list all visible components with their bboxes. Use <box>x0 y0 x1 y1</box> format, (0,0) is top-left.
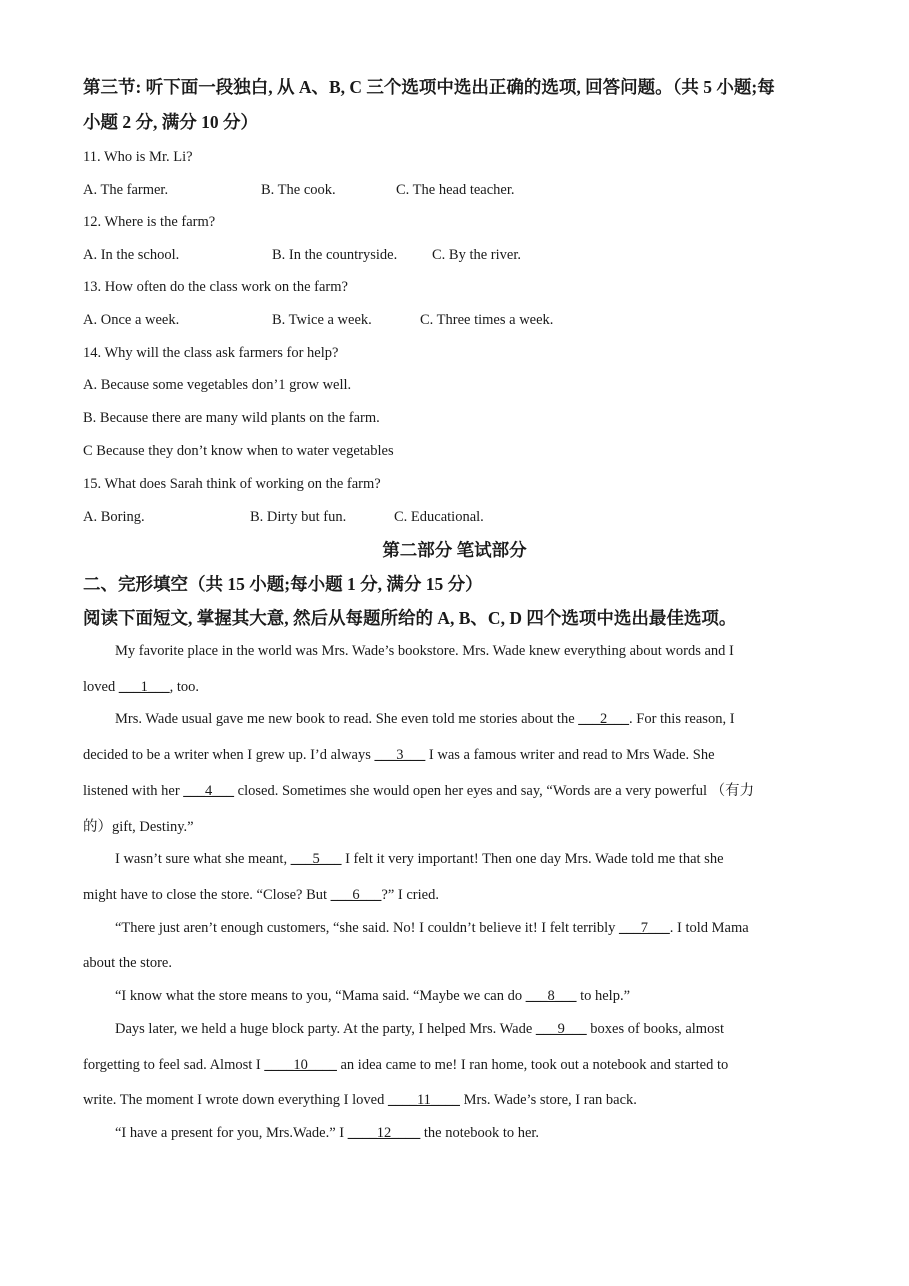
q14-option-a: A. Because some vegetables don’1 grow well. <box>83 377 352 393</box>
blank-3: ___3___ <box>374 747 426 763</box>
passage-text: Mrs. Wade usual gave me new book to read. She even told me stories about the <box>115 711 579 727</box>
q14-option-b: B. Because there are many wild plants on the farm. <box>83 410 380 426</box>
passage-text: I was a famous writer and read to Mrs Wade. She <box>425 747 715 763</box>
blank-12: ____12____ <box>347 1125 421 1141</box>
q12-option-a: A. In the school. <box>83 247 180 263</box>
passage-line <box>83 745 828 765</box>
passage-text: I wasn’t sure what she meant, <box>115 851 291 867</box>
passage-text: ?” I cried. <box>381 887 439 903</box>
section3-heading-line2: 小题 2 分, 满分 10 分） <box>83 112 258 132</box>
passage-line <box>83 1090 828 1110</box>
passage-text: loved <box>83 679 119 695</box>
passage-text: My favorite place in the world was Mrs. Wade’s bookstore. Mrs. Wade knew everything about words and I <box>115 643 734 659</box>
passage-text: an idea came to me! I ran home, took out a notebook and started to <box>336 1057 729 1073</box>
passage-text: 的）gift, Destiny.” <box>83 819 194 835</box>
passage-text: closed. Sometimes she would open her eyes and say, “Words are a very powerful （有力 <box>234 783 755 799</box>
passage-line <box>83 953 828 973</box>
passage-text: listened with her <box>83 783 184 799</box>
passage-text: Days later, we held a huge block party. At the party, I helped Mrs. Wade <box>115 1021 536 1037</box>
passage-text: “I know what the store means to you, “Mama said. “Maybe we can do <box>115 988 526 1004</box>
passage-line <box>83 885 828 905</box>
q15-option-c: C. Educational. <box>394 509 484 525</box>
passage-text: “There just aren’t enough customers, “she said. No! I couldn’t believe it! I felt terribly <box>115 920 619 936</box>
passage-text: boxes of books, almost <box>586 1021 724 1037</box>
q15-option-a: A. Boring. <box>83 509 145 525</box>
blank-1: ___1___ <box>118 679 170 695</box>
passage-line <box>83 986 860 1006</box>
passage-text: . For this reason, I <box>629 711 735 727</box>
passage-line <box>83 1019 860 1039</box>
section3-heading-line1: 第三节: 听下面一段独白, 从 A、B, C 三个选项中选出正确的选项, 回答问题。（共 5 小题;每 <box>83 77 775 97</box>
blank-4: ___4___ <box>183 783 235 799</box>
passage-line <box>83 918 860 938</box>
blank-5: ___5___ <box>290 851 342 867</box>
blank-8: ___8___ <box>525 988 577 1004</box>
passage-line <box>83 1055 828 1075</box>
question-12: 12. Where is the farm? <box>83 214 216 230</box>
question-11: 11. Who is Mr. Li? <box>83 149 193 165</box>
passage-text: might have to close the store. “Close? But <box>83 887 331 903</box>
passage-text: write. The moment I wrote down everything I loved <box>83 1092 388 1108</box>
blank-2: ___2___ <box>578 711 630 727</box>
cloze-heading: 二、完形填空（共 15 小题;每小题 1 分, 满分 15 分） <box>83 574 483 594</box>
passage-text: about the store. <box>83 955 172 971</box>
passage-text: decided to be a writer when I grew up. I’d always <box>83 747 375 763</box>
q13-option-a: A. Once a week. <box>83 312 180 328</box>
blank-11: ____11____ <box>387 1092 460 1108</box>
cloze-instruction: 阅读下面短文, 掌握其大意, 然后从每题所给的 A, B、C, D 四个选项中选出最佳选项。 <box>83 608 737 628</box>
passage-line <box>83 677 828 697</box>
passage-text: . I told Mama <box>669 920 749 936</box>
passage-text: “I have a present for you, Mrs.Wade.” I <box>115 1125 348 1141</box>
q12-option-b: B. In the countryside. <box>272 247 398 263</box>
q12-option-c: C. By the river. <box>432 247 522 263</box>
passage-line <box>83 781 828 801</box>
passage-text: , too. <box>169 679 199 695</box>
passage-text: Mrs. Wade’s store, I ran back. <box>459 1092 637 1108</box>
passage-line <box>83 817 828 837</box>
passage-line <box>83 641 860 661</box>
q15-option-b: B. Dirty but fun. <box>250 509 347 525</box>
question-15: 15. What does Sarah think of working on the farm? <box>83 476 381 492</box>
blank-9: ___9___ <box>535 1021 587 1037</box>
passage-line <box>83 1123 860 1143</box>
q14-option-c: C Because they don’t know when to water vegetables <box>83 443 394 459</box>
q11-option-b: B. The cook. <box>261 182 336 198</box>
passage-text: the notebook to her. <box>420 1125 540 1141</box>
passage-text: I felt it very important! Then one day Mrs. Wade told me that she <box>341 851 724 867</box>
q13-option-c: C. Three times a week. <box>420 312 554 328</box>
q11-option-c: C. The head teacher. <box>396 182 515 198</box>
passage-line <box>83 709 860 729</box>
passage-text: forgetting to feel sad. Almost I <box>83 1057 265 1073</box>
passage-text: to help.” <box>576 988 631 1004</box>
q11-option-a: A. The farmer. <box>83 182 169 198</box>
part2-title: 第二部分 笔试部分 <box>382 540 527 560</box>
passage-line <box>83 849 860 869</box>
question-14: 14. Why will the class ask farmers for help? <box>83 345 339 361</box>
blank-7: ___7___ <box>618 920 670 936</box>
blank-10: ____10____ <box>264 1057 337 1073</box>
q13-option-b: B. Twice a week. <box>272 312 372 328</box>
question-13: 13. How often do the class work on the farm? <box>83 279 348 295</box>
blank-6: ___6___ <box>330 887 382 903</box>
